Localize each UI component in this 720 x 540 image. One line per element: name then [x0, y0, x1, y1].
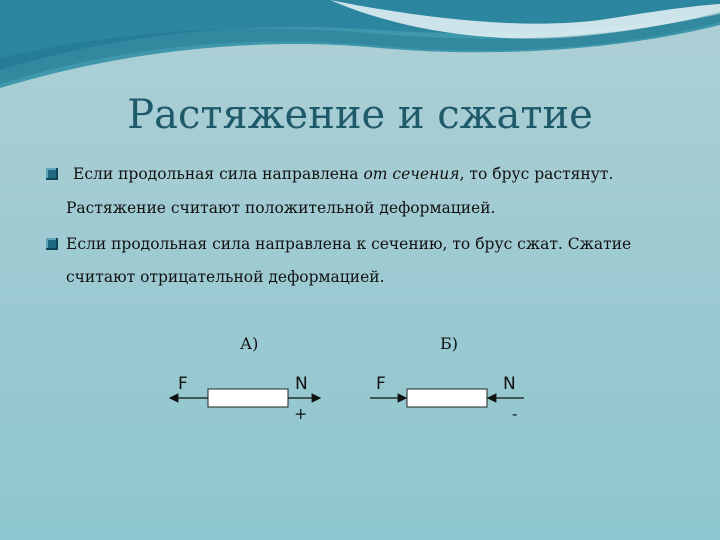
bullet-1-text-end: , то брус растянут.	[459, 165, 614, 183]
diagram-a-bar	[208, 389, 288, 407]
diagram-b-caption: Б)	[440, 334, 458, 353]
bullet-1-text-start: Если продольная сила направлена	[73, 165, 364, 183]
diagram-a-caption: А)	[240, 334, 259, 353]
diagram-b-bar	[407, 389, 487, 407]
diagram-b-force-n-label: N	[503, 374, 516, 394]
bullet-2-line-2: считают отрицательной деформацией.	[66, 268, 385, 286]
bullet-2-line-1: Если продольная сила направлена к сечению, то брус сжат. Сжатие	[66, 235, 632, 253]
slide-title: Растяжение и сжатие	[127, 92, 593, 138]
diagram-a-force-f-label: F	[178, 374, 188, 394]
diagram-a-sign: +	[294, 404, 308, 423]
diagram-b-sign: -	[512, 404, 518, 423]
diagram-a-force-n-label: N	[295, 374, 308, 394]
diagram-b-force-f-label: F	[376, 374, 386, 394]
bullet-1-line-2: Растяжение считают положительной деформацией.	[66, 199, 496, 217]
bullet-1-text-emphasis: от сечения	[363, 165, 460, 183]
